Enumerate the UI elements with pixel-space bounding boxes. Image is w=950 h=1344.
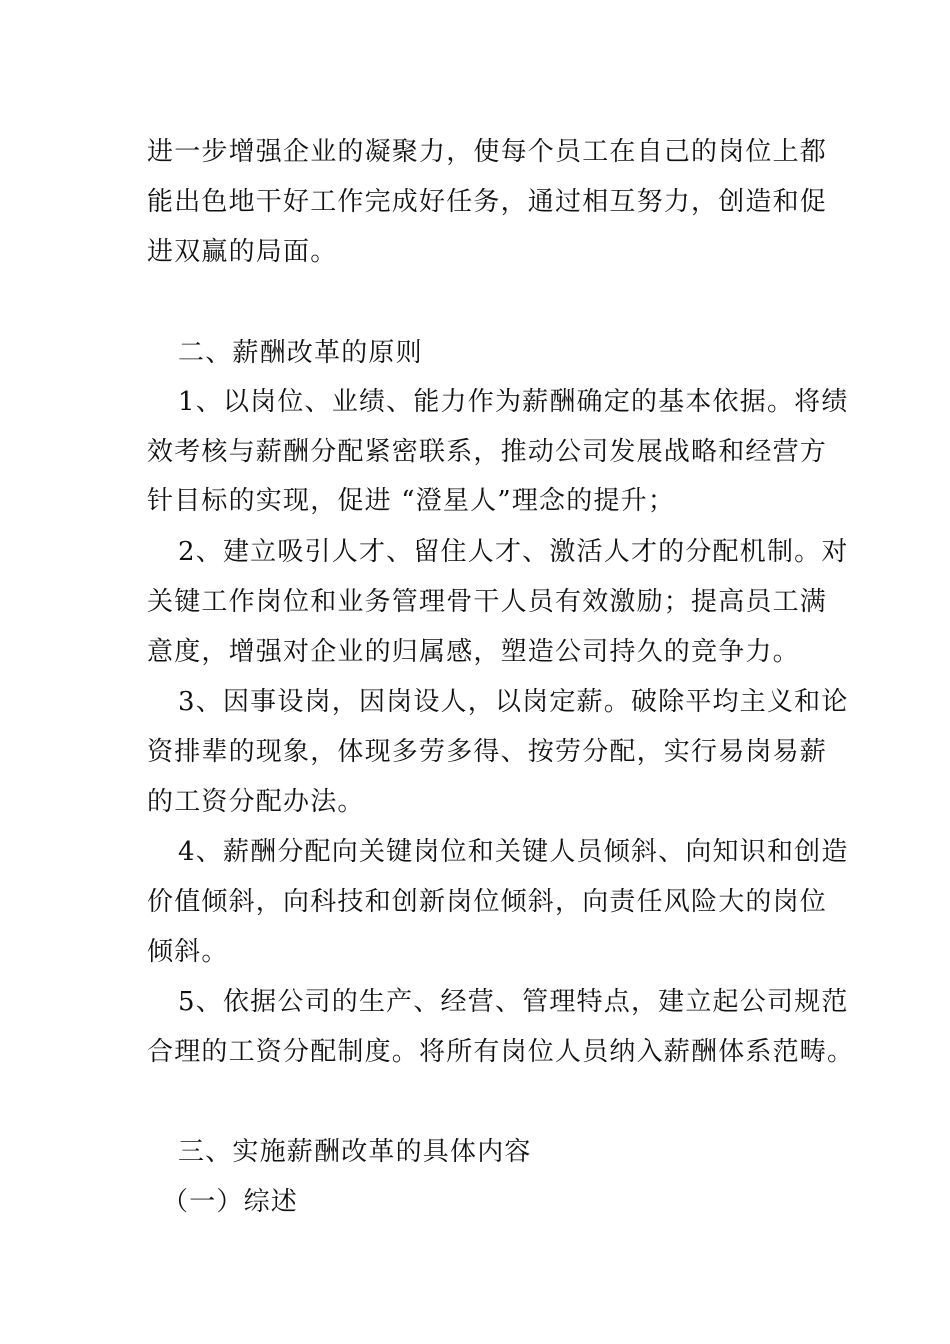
principle-4-line-3: 倾斜。 [147, 937, 229, 967]
principle-3-line-1: 3、因事设岗，因岗设人，以岗定薪。破除平均主义和论 [178, 687, 849, 717]
principle-1-line-1: 1、以岗位、业绩、能力作为薪酬确定的基本依据。将绩 [178, 387, 849, 417]
principle-3-line-2: 资排辈的现象，体现多劳多得、按劳分配，实行易岗易薪 [147, 737, 828, 767]
principle-4-line-1: 4、薪酬分配向关键岗位和关键人员倾斜、向知识和创造 [178, 837, 849, 867]
intro-line-1: 进一步增强企业的凝聚力，使每个员工在自己的岗位上都 [147, 137, 828, 167]
principle-2-line-1: 2、建立吸引人才、留住人才、激活人才的分配机制。对 [178, 537, 849, 567]
principle-2-line-2: 关键工作岗位和业务管理骨干人员有效激励；提高员工满 [147, 587, 828, 617]
subsection-heading-overview: （一）综述 [162, 1187, 299, 1217]
principle-3-line-3: 的工资分配办法。 [147, 787, 365, 817]
principle-5-line-2: 合理的工资分配制度。将所有岗位人员纳入薪酬体系范畴。 [147, 1037, 855, 1067]
principle-4-line-2: 价值倾斜，向科技和创新岗位倾斜，向责任风险大的岗位 [147, 887, 828, 917]
principle-1-line-3: 针目标的实现，促进 “澄星人”理念的提升； [147, 486, 676, 516]
principle-2-line-3: 意度，增强对企业的归属感，塑造公司持久的竞争力。 [147, 637, 800, 667]
intro-line-2: 能出色地干好工作完成好任务，通过相互努力，创造和促 [147, 187, 828, 217]
principle-5-line-1: 5、依据公司的生产、经营、管理特点，建立起公司规范 [178, 987, 849, 1017]
intro-line-3: 进双赢的局面。 [147, 237, 338, 267]
section-heading-principles: 二、薪酬改革的原则 [178, 338, 423, 368]
principle-1-line-2: 效考核与薪酬分配紧密联系，推动公司发展战略和经营方 [147, 437, 828, 467]
section-heading-implementation: 三、实施薪酬改革的具体内容 [178, 1137, 532, 1167]
